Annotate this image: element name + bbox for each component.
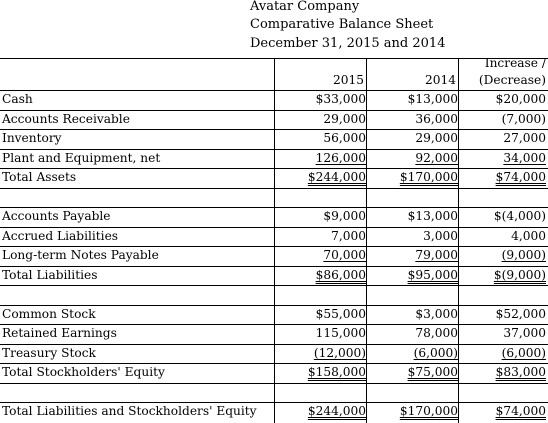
row-label: Long-term Notes Payable (2, 248, 159, 262)
value-2015: $244,000 (307, 170, 366, 184)
value-change: (9,000) (501, 248, 546, 262)
section-rule (0, 383, 548, 384)
value-2014: 36,000 (415, 112, 458, 126)
value-2014: $170,000 (399, 404, 458, 418)
value-change: 27,000 (503, 131, 546, 145)
row-label: Plant and Equipment, net (2, 151, 161, 165)
row-label: Total Assets (2, 170, 77, 184)
table-row-total (0, 168, 548, 188)
value-change: $52,000 (495, 307, 546, 321)
row-label: Retained Earnings (2, 326, 117, 340)
table-row (0, 305, 548, 325)
row-label: Total Liabilities (2, 268, 98, 282)
column-2015-header: 2015 (332, 73, 364, 87)
value-2015: 29,000 (323, 112, 366, 126)
value-2015: 126,000 (315, 151, 366, 165)
value-change: $74,000 (495, 404, 546, 418)
value-change: $(9,000) (493, 268, 546, 282)
row-label: Accrued Liabilities (2, 229, 119, 243)
column-change-header-line1: Increase / (484, 56, 546, 70)
value-2015: $158,000 (307, 365, 366, 379)
row-label: Accounts Payable (2, 209, 111, 223)
table-row (0, 246, 548, 266)
row-label: Cash (2, 92, 33, 106)
statement-title: Comparative Balance Sheet (250, 17, 434, 32)
table-row (0, 344, 548, 364)
value-change: $20,000 (495, 92, 546, 106)
column-2014-header: 2014 (424, 73, 456, 87)
table-row (0, 149, 548, 169)
value-2015: 7,000 (331, 229, 366, 243)
value-2015: $33,000 (315, 92, 366, 106)
company-name: Avatar Company (250, 0, 360, 14)
value-2014: $13,000 (407, 92, 458, 106)
value-change: 34,000 (503, 151, 546, 165)
value-change: $83,000 (495, 365, 546, 379)
row-label: Total Liabilities and Stockholders' Equity (2, 404, 257, 418)
value-2014: $170,000 (399, 170, 458, 184)
table-row (0, 207, 548, 227)
value-2014: 29,000 (415, 131, 458, 145)
table-row (0, 227, 548, 247)
value-2014: 92,000 (415, 151, 458, 165)
value-change: (7,000) (501, 112, 546, 126)
row-label: Accounts Receivable (2, 112, 130, 126)
row-label: Total Stockholders' Equity (2, 365, 165, 379)
value-2014: (6,000) (413, 346, 458, 360)
statement-date: December 31, 2015 and 2014 (250, 36, 446, 51)
value-2014: $75,000 (407, 365, 458, 379)
table-row-total (0, 363, 548, 383)
value-change: $(4,000) (493, 209, 546, 223)
value-change: 37,000 (503, 326, 546, 340)
value-2014: 3,000 (423, 229, 458, 243)
value-2015: 56,000 (323, 131, 366, 145)
value-2015: $244,000 (307, 404, 366, 418)
row-label: Common Stock (2, 307, 96, 321)
value-change: 4,000 (511, 229, 546, 243)
row-label: Treasury Stock (2, 346, 96, 360)
table-row-total (0, 266, 548, 286)
value-2014: $13,000 (407, 209, 458, 223)
table-row-grand-total (0, 402, 548, 422)
value-2014: 78,000 (415, 326, 458, 340)
table-row (0, 324, 548, 344)
table-row (0, 129, 548, 149)
value-2015: $55,000 (315, 307, 366, 321)
value-2015: 115,000 (315, 326, 366, 340)
section-rule (0, 285, 548, 286)
value-2015: $9,000 (323, 209, 366, 223)
value-2015: 70,000 (323, 248, 366, 262)
table-row (0, 90, 548, 110)
value-2015: $86,000 (315, 268, 366, 282)
value-change: $74,000 (495, 170, 546, 184)
value-2015: (12,000) (313, 346, 366, 360)
value-2014: 79,000 (415, 248, 458, 262)
row-label: Inventory (2, 131, 62, 145)
section-rule (0, 188, 548, 189)
column-change-header-line2: (Decrease) (478, 73, 546, 87)
value-2014: $3,000 (415, 307, 458, 321)
table-row (0, 110, 548, 130)
value-change: (6,000) (501, 346, 546, 360)
value-2014: $95,000 (407, 268, 458, 282)
